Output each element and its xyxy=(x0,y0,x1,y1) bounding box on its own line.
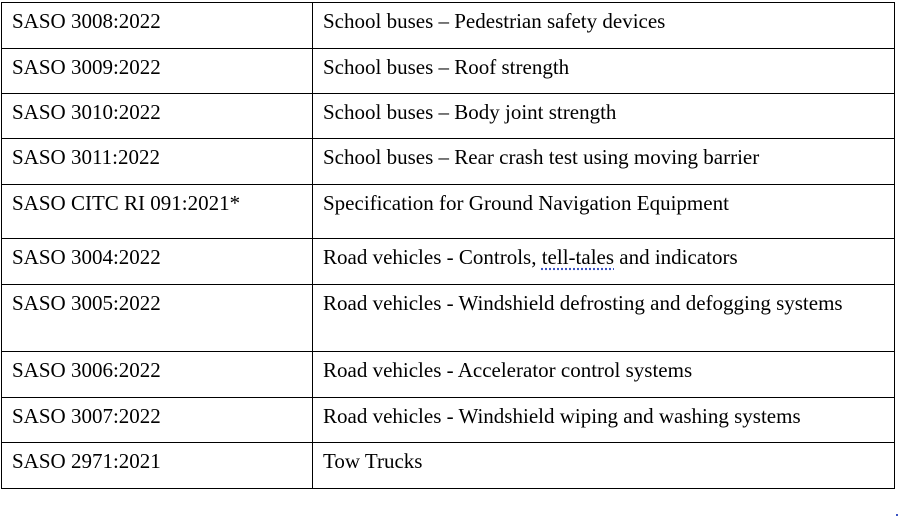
standard-code: SASO 3009:2022 xyxy=(2,49,313,94)
table-row xyxy=(2,352,895,398)
standard-code: SASO 3008:2022 xyxy=(2,3,313,49)
standard-title: Road vehicles - Accelerator control systems xyxy=(313,352,895,398)
standard-code: SASO 3011:2022 xyxy=(2,139,313,185)
standard-code: SASO 3010:2022 xyxy=(2,94,313,139)
corner-dot xyxy=(896,514,898,516)
title-text: Road vehicles - Controls, xyxy=(323,245,542,269)
standard-title: School buses – Pedestrian safety devices xyxy=(313,3,895,49)
standard-title: School buses – Rear crash test using moving barrier xyxy=(313,139,895,185)
standard-title: Road vehicles - Windshield defrosting and defogging systems xyxy=(313,285,895,352)
standard-code: SASO CITC RI 091:2021* xyxy=(2,185,313,239)
table-row xyxy=(2,398,895,443)
standard-code: SASO 3004:2022 xyxy=(2,239,313,285)
table-row xyxy=(2,49,895,94)
standard-title: Tow Trucks xyxy=(313,443,895,489)
table-row xyxy=(2,443,895,489)
standard-title: Road vehicles - Windshield wiping and washing systems xyxy=(313,398,895,443)
standard-code: SASO 3006:2022 xyxy=(2,352,313,398)
spellcheck-flagged-word: tell-tales xyxy=(541,245,615,269)
table-row xyxy=(2,94,895,139)
standard-title: Specification for Ground Navigation Equipment xyxy=(313,185,895,239)
standard-title: School buses – Body joint strength xyxy=(313,94,895,139)
standard-title: School buses – Roof strength xyxy=(313,49,895,94)
standards-table xyxy=(1,2,895,489)
standard-title xyxy=(313,239,895,285)
table-row xyxy=(2,185,895,239)
table-row xyxy=(2,285,895,352)
standard-code: SASO 3007:2022 xyxy=(2,398,313,443)
table-row xyxy=(2,239,895,285)
table-row xyxy=(2,139,895,185)
standard-code: SASO 3005:2022 xyxy=(2,285,313,352)
standard-code: SASO 2971:2021 xyxy=(2,443,313,489)
title-text: and indicators xyxy=(614,245,738,269)
table-row xyxy=(2,3,895,49)
